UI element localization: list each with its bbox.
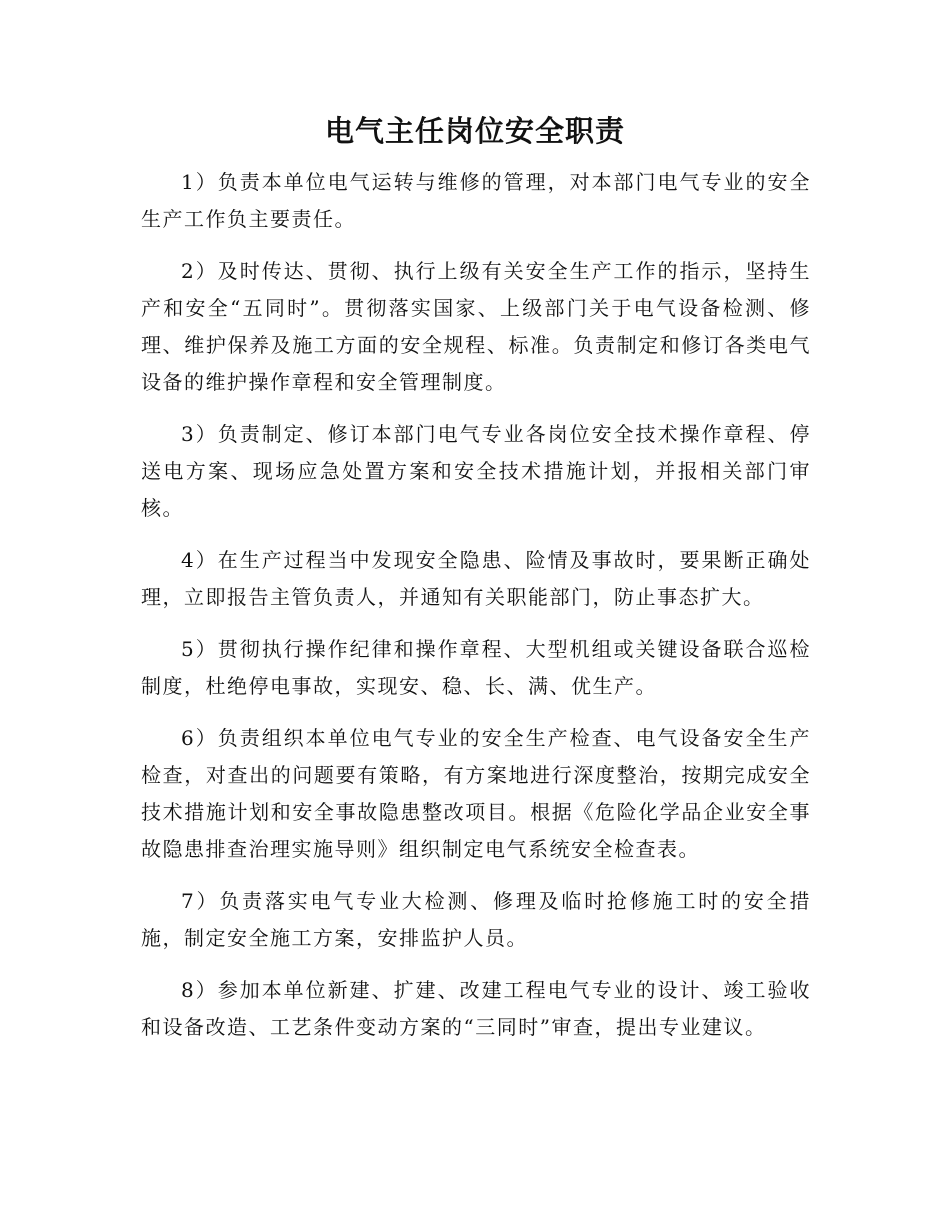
duty-paragraph-8: 8）参加本单位新建、扩建、改建工程电气专业的设计、竣工验收和设备改造、工艺条件变动方案的“三同时”审查，提出专业建议。 [141,978,811,1039]
duty-paragraph-7: 7）负责落实电气专业大检测、修理及临时抢修施工时的安全措施，制定安全施工方案，安排监护人员。 [141,889,811,950]
duty-paragraph-6: 6）负责组织本单位电气专业的安全生产检查、电气设备安全生产检查，对查出的问题要有策略，有方案地进行深度整治，按期完成安全技术措施计划和安全事故隐患整改项目。根据《危险化学品企业安全事故隐患排查治理实施导则》组织制定电气系统安全检查表。 [141,726,811,861]
document-title: 电气主任岗位安全职责 [324,114,625,148]
duty-paragraph-1: 1）负责本单位电气运转与维修的管理，对本部门电气专业的安全生产工作负主要责任。 [141,170,811,231]
duty-paragraph-2: 2）及时传达、贯彻、执行上级有关安全生产工作的指示，坚持生产和安全“五同时”。贯彻落实国家、上级部门关于电气设备检测、修理、维护保养及施工方面的安全规程、标准。负责制定和修订各类电气设备的维护操作章程和安全管理制度。 [141,259,811,394]
duty-paragraph-5: 5）贯彻执行操作纪律和操作章程、大型机组或关键设备联合巡检制度，杜绝停电事故，实现安、稳、长、满、优生产。 [141,637,811,698]
duty-paragraph-4: 4）在生产过程当中发现安全隐患、险情及事故时，要果断正确处理，立即报告主管负责人，并通知有关职能部门，防止事态扩大。 [141,548,811,609]
duty-paragraph-3: 3）负责制定、修订本部门电气专业各岗位安全技术操作章程、停送电方案、现场应急处置方案和安全技术措施计划，并报相关部门审核。 [141,422,811,520]
document-body [141,164,811,1061]
